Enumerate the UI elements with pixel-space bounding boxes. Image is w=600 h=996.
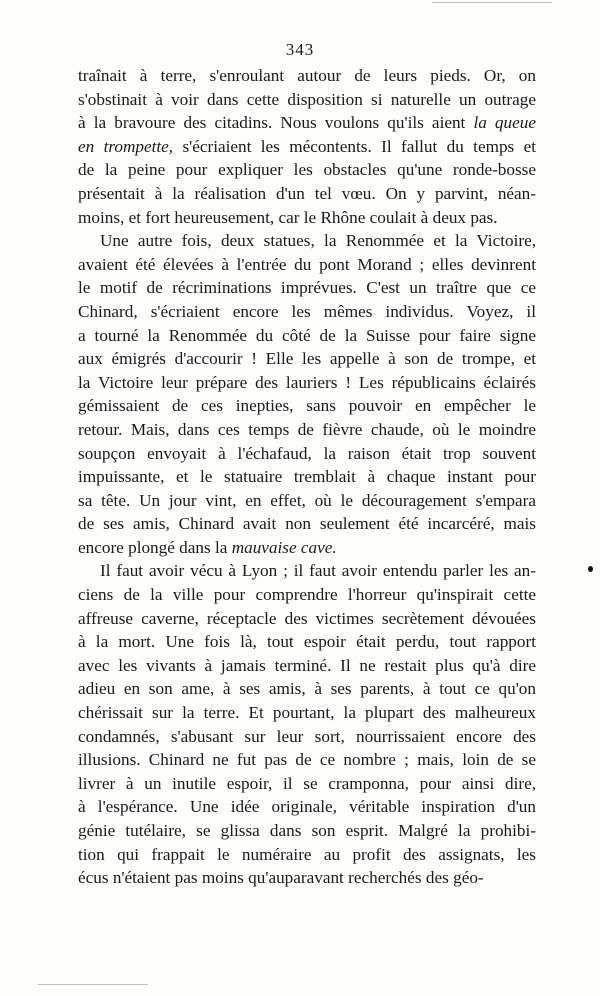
text-line (78, 206, 536, 230)
text-line (78, 111, 536, 135)
text-run: tion qui frappait le numéraire au profit des assignats, les (78, 844, 536, 864)
text-line (78, 324, 536, 348)
text-line (78, 583, 536, 607)
text-run: traînait à terre, s'enroulant autour de leurs pieds. Or, on (78, 66, 536, 85)
italic-text: mauvaise cave. (231, 537, 337, 557)
text-line (78, 442, 536, 466)
text-run: s'obstinait à voir dans cette disposition si naturelle un outrage (78, 89, 536, 109)
text-line (78, 725, 536, 749)
text-line (78, 843, 536, 867)
text-line (78, 795, 536, 819)
text-run: sa tête. Un jour vint, en effet, où le découragement s'empara (78, 490, 536, 510)
text-run: a tourné la Renommée du côté de la Suisse pour faire signe (78, 325, 536, 345)
text-line (78, 300, 536, 324)
text-run: gémissaient de ces inepties, sans pouvoir en empêcher le (78, 396, 536, 416)
text-run: écus n'étaient pas moins qu'auparavant recherchés des géo- (78, 868, 484, 888)
text-run: adieu en son ame, à ses amis, à ses parents, à tout ce qu'on (78, 679, 536, 699)
text-line (78, 489, 536, 513)
text-run: encore plongé dans la (78, 537, 232, 557)
text-line (78, 748, 536, 772)
text-run: Il faut avoir vécu à Lyon ; il faut avoir entendu parler les an- (100, 561, 536, 581)
text-line (78, 536, 536, 560)
text-run: illusions. Chinard ne fut pas de ce nombre ; mais, loin de se (78, 750, 536, 770)
text-run: à la bravoure des citadins. Nous voulons qu'ils aient (78, 113, 474, 133)
text-line (78, 772, 536, 796)
scan-edge-mark (38, 984, 148, 985)
text-line (78, 371, 536, 395)
text-line (78, 394, 536, 418)
text-run: à la mort. Une fois là, tout espoir était perdu, tout rapport (78, 632, 536, 652)
text-run: à l'espérance. Une idée originale, véritable inspiration d'un (78, 797, 536, 817)
text-run: s'écriaient les mécontents. Il fallut du temps et (173, 136, 536, 156)
paragraph (78, 64, 536, 229)
paragraph (78, 229, 536, 559)
text-run: chérissait sur la terre. Et pourtant, la plupart des malheureux (78, 703, 536, 723)
text-run: Chinard, s'écriaient encore les mêmes individus. Voyez, il (78, 301, 536, 321)
text-run: affreuse caverne, réceptacle des victimes secrètement dévouées (78, 608, 536, 628)
text-line (78, 465, 536, 489)
body-text (78, 64, 536, 890)
text-run: la Victoire leur prépare des lauriers ! Les républicains éclairés (78, 372, 536, 392)
text-run: condamnés, s'abusant sur leur sort, nourrissaient encore des (78, 726, 536, 746)
text-line (78, 229, 536, 253)
text-line (78, 276, 536, 300)
text-line (78, 418, 536, 442)
text-line (78, 253, 536, 277)
text-line (78, 866, 536, 890)
text-line (78, 158, 536, 182)
margin-ink-dot (588, 566, 593, 572)
text-run: avaient été élevées à l'entrée du pont Morand ; elles devinrent (78, 254, 536, 274)
text-line (78, 347, 536, 371)
text-line (78, 182, 536, 206)
text-line (78, 819, 536, 843)
text-run: le motif de récriminations imprévues. C'est un traître que ce (78, 278, 536, 298)
text-line (78, 607, 536, 631)
text-run: Une autre fois, deux statues, la Renommée et la Victoire, (100, 231, 536, 251)
text-run: livrer à un inutile espoir, il se cramponna, pour ainsi dire, (78, 773, 536, 793)
text-line (78, 654, 536, 678)
text-run: soupçon envoyait à l'échafaud, la raison était trop souvent (78, 443, 536, 463)
page-number: 343 (285, 40, 315, 59)
text-run: génie tutélaire, se glissa dans son esprit. Malgré la prohibi- (78, 821, 536, 840)
text-line (78, 630, 536, 654)
scan-edge-mark (432, 2, 552, 3)
italic-text: la queue (473, 113, 536, 133)
text-run: avec les vivants à jamais terminé. Il ne restait plus qu'à dire (78, 655, 536, 675)
text-run: impuissante, et le statuaire tremblait à chaque instant pour (78, 467, 536, 487)
text-run: moins, et fort heureusement, car le Rhône coulait à deux pas. (78, 207, 498, 227)
text-line (78, 512, 536, 536)
text-line (78, 88, 536, 112)
text-line (78, 64, 536, 88)
text-run: aux émigrés d'accourir ! Elle les appelle à son de trompe, et (78, 349, 536, 369)
text-line (78, 559, 536, 583)
italic-text: en trompette, (78, 136, 174, 156)
text-run: ciens de la ville pour comprendre l'horreur qu'inspirait cette (78, 585, 536, 605)
text-line (78, 677, 536, 701)
text-run: de la peine pour expliquer les obstacles qu'une ronde-bosse (78, 160, 536, 180)
paragraph (78, 559, 536, 889)
text-run: présentait à la réalisation d'un tel vœu. On y parvint, néan- (78, 183, 536, 203)
text-line (78, 135, 536, 159)
text-run: retour. Mais, dans ces temps de fièvre chaude, où le moindre (78, 419, 536, 439)
text-run: de ses amis, Chinard avait non seulement été incarcéré, mais (78, 514, 536, 534)
text-line (78, 701, 536, 725)
